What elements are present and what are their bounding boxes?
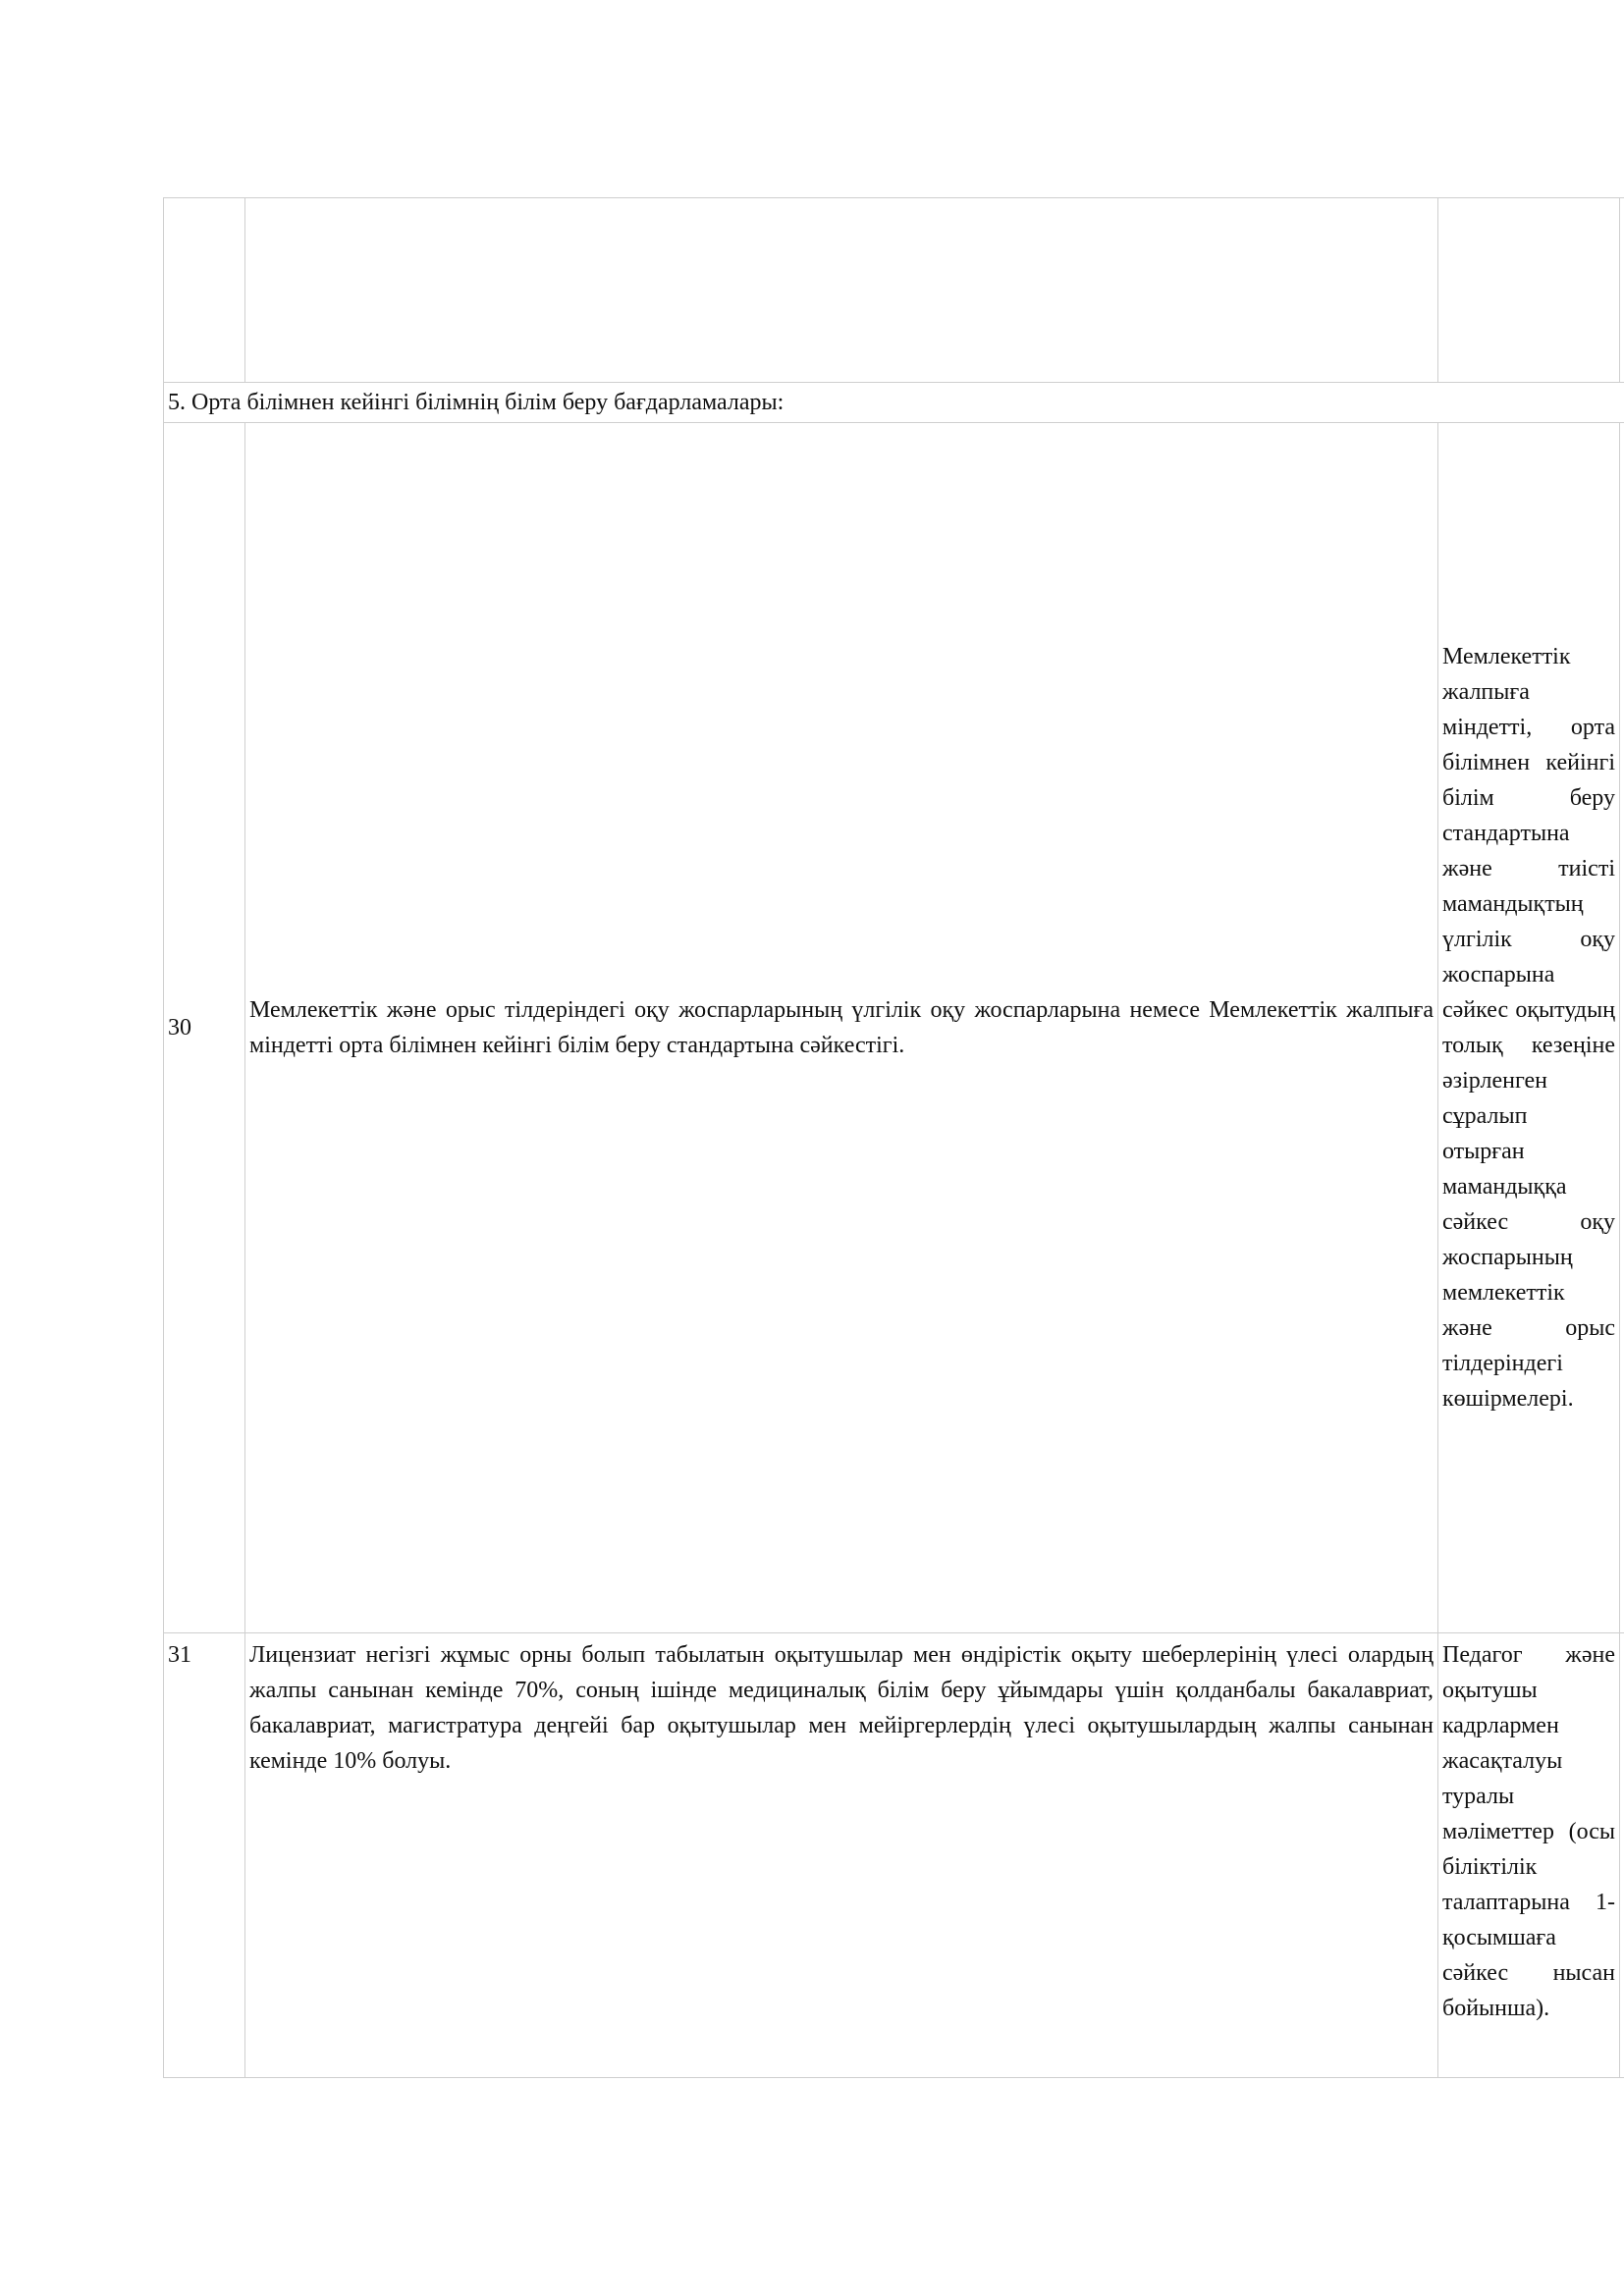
table-row xyxy=(164,1633,1624,2078)
row-number: 30 xyxy=(164,423,245,1633)
blank-cell-requirement xyxy=(245,198,1438,383)
documents-text: Педагог және оқытушы кадрлармен жасақталуы туралы мәліметтер (осы біліктілік талаптарына 1-қосымшаға сәйкес нысан бойынша). xyxy=(1438,1633,1620,2078)
requirement-text: Лицензиат негізгі жұмыс орны болып табылатын оқытушылар мен өндірістік оқыту шеберлерінің үлесі олардың жалпы санынан кемінде 70%, соның ішінде медициналық білім беру ұйымдары үшін қолданбалы бакалавриат, бакалавриат, магистратура деңгейі бар оқытушылар мен мейіргерлердің үлесі оқытушылардың жалпы санынан кемінде 10% болуы. xyxy=(245,1633,1438,2078)
requirements-table xyxy=(163,197,1624,2078)
table-row-blank xyxy=(164,198,1624,383)
documents-text: Мемлекеттік жалпыға міндетті, орта білімнен кейінгі білім беру стандартына және тиісті мамандықтың үлгілік оқу жоспарына сәйкес оқытудың толық кезеңіне әзірленген сұралып отырған мамандыққа сәйкес оқу жоспарының мемлекеттік және орыс тілдеріндегі көшірмелері. xyxy=(1438,423,1620,1633)
table-row xyxy=(164,423,1624,1633)
section-heading-row xyxy=(164,383,1624,423)
blank-cell-extra xyxy=(1620,198,1624,383)
extra-cell xyxy=(1620,1633,1624,2078)
row-number: 31 xyxy=(164,1633,245,2078)
extra-cell xyxy=(1620,423,1624,1633)
blank-cell-documents xyxy=(1438,198,1620,383)
section-heading: 5. Орта білімнен кейінгі білімнің білім беру бағдарламалары: xyxy=(164,383,1624,423)
requirement-text: Мемлекеттік және орыс тілдеріндегі оқу жоспарларының үлгілік оқу жоспарларына немесе Мемлекеттік жалпыға міндетті орта білімнен кейінгі білім беру стандартына сәйкестігі. xyxy=(245,423,1438,1633)
blank-cell-number xyxy=(164,198,245,383)
